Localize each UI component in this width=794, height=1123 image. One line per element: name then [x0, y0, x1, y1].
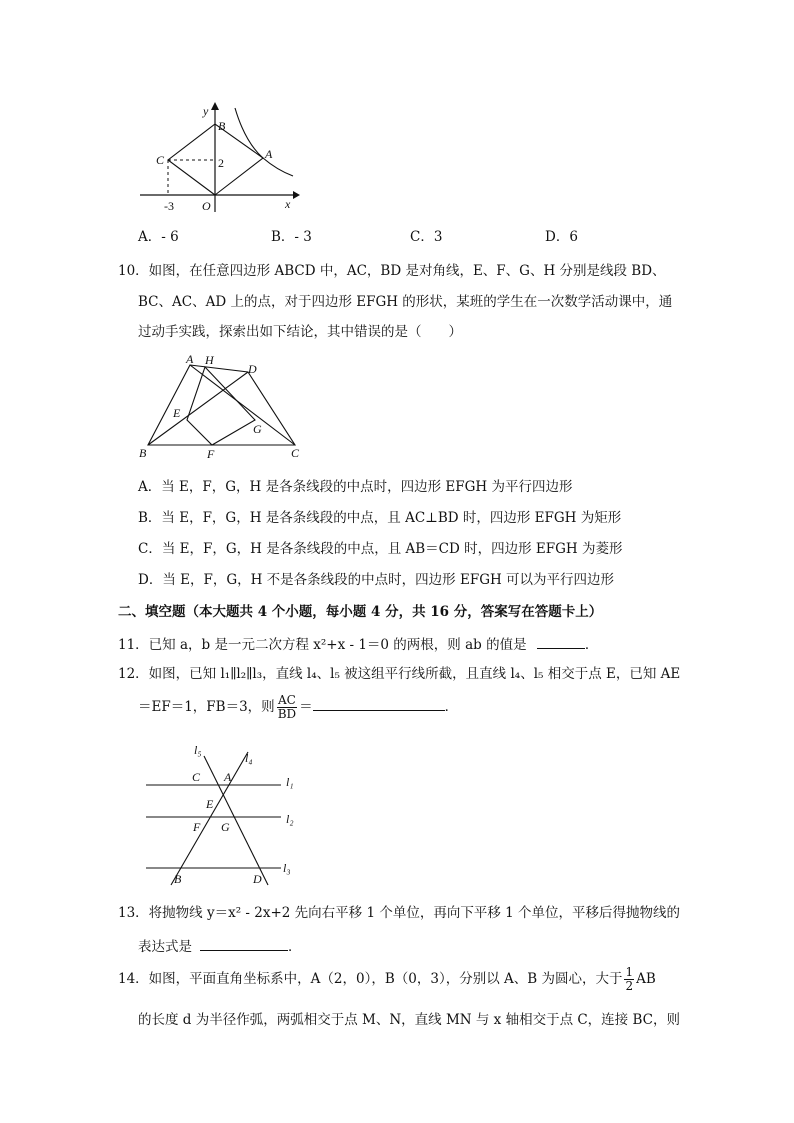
label-y: y	[203, 104, 209, 118]
q13-answer-blank[interactable]	[200, 936, 288, 951]
q9-option-c: C．3	[410, 229, 443, 245]
label-A: A	[186, 352, 194, 366]
frac-numerator: 1	[625, 965, 634, 979]
q12-line2-pre: ＝EF＝1，FB＝3，则	[138, 699, 275, 715]
label-G: G	[253, 422, 262, 436]
line-l5	[204, 756, 268, 885]
label-C: C	[192, 770, 201, 784]
label-B: B	[139, 446, 147, 460]
q9-option-a: A．- 6	[138, 229, 179, 245]
diagonal-bd	[148, 372, 248, 445]
q10-stem-line2: BC、AC、AD 上的点，对于四边形 EFGH 的形状，某班的学生在一次数学活动课中，通	[138, 294, 673, 310]
y-axis-arrow	[211, 102, 219, 110]
label-D: D	[248, 362, 257, 376]
label-E: E	[173, 406, 181, 420]
diagonal-ac	[190, 365, 295, 445]
x-axis-arrow	[293, 191, 300, 199]
hyperbola-curve	[235, 108, 293, 176]
label-C: C	[156, 153, 165, 167]
label-E: E	[206, 797, 214, 811]
label-F: F	[207, 447, 215, 461]
q10-stem-line3: 过动手实践，探索出如下结论，其中错误的是（ ）	[138, 324, 462, 340]
label-x: x	[285, 197, 291, 211]
q12-eq: ＝	[299, 699, 313, 715]
q14-line1	[118, 966, 656, 993]
frac-numerator: AC	[277, 693, 296, 707]
label-C: C	[291, 446, 300, 460]
line-l4	[171, 752, 248, 885]
quad-efgh	[187, 367, 255, 445]
q9-option-d: D．6	[545, 229, 578, 245]
q9-option-b: B．- 3	[271, 229, 312, 245]
q11-text: 11．已知 a，b 是一元二次方程 x²+x - 1＝0 的两根，则 ab 的值是	[118, 637, 527, 653]
q14-line2: 的长度 d 为半径作弧，两弧相交于点 M、N，直线 MN 与 x 轴相交于点 C，连接 BC，则	[138, 1012, 680, 1028]
q10-option-a: A．当 E，F，G，H 是各条线段的中点时，四边形 EFGH 为平行四边形	[138, 479, 573, 495]
q12-end: ．	[444, 699, 459, 715]
q10-option-c: C．当 E，F，G，H 是各条线段的中点，且 AB＝CD 时，四边形 EFGH 为菱形	[138, 541, 623, 557]
q12-fraction	[277, 694, 297, 721]
label-B: B	[174, 872, 182, 886]
q12-line1: 12．如图，已知 l₁∥l₂∥l₃，直线 l₄、l₅ 被这组平行线所截，且直线 l₄、l₅ 相交于点 E，已知 AE	[118, 666, 681, 682]
label-l3: l₃	[283, 861, 291, 875]
frac-denominator: 2	[625, 979, 634, 993]
q13-line1: 13．将抛物线 y＝x² - 2x+2 先向右平移 1 个单位，再向下平移 1 个单位，平移后得抛物线的	[118, 905, 681, 921]
q10-stem-line1: 10．如图，在任意四边形 ABCD 中，AC，BD 是对角线，E、F、G、H 分别是线段 BD、	[118, 263, 666, 279]
q11	[118, 634, 598, 654]
label-O: O	[202, 199, 211, 213]
q12-line2	[138, 694, 458, 721]
label-l2: l₂	[286, 812, 294, 826]
q13-end: ．	[288, 939, 302, 955]
frac-denominator: BD	[277, 707, 297, 721]
label-l4: l₄	[245, 751, 253, 765]
label-F: F	[193, 820, 201, 834]
label-G: G	[221, 820, 230, 834]
label-H: H	[205, 353, 214, 367]
q11-answer-blank[interactable]	[537, 634, 585, 649]
label-A: A	[224, 770, 232, 784]
label-neg3: -3	[164, 199, 174, 213]
q12-figure	[138, 740, 303, 888]
label-2: 2	[218, 156, 224, 170]
quad-abcd	[148, 365, 295, 445]
label-l5: l₅	[194, 743, 202, 757]
q12-answer-blank[interactable]	[313, 696, 445, 711]
q14-line1-pre: 14．如图，平面直角坐标系中，A（2，0），B（0，3），分别以 A、B 为圆心，大于	[118, 971, 623, 987]
q10-option-d: D．当 E，F，G，H 不是各条线段的中点时，四边形 EFGH 可以为平行四边形	[138, 572, 615, 588]
q10-figure	[135, 350, 310, 465]
section-2-heading: 二、填空题（本大题共 4 个小题，每小题 4 分，共 16 分，答案写在答题卡上）	[118, 604, 603, 620]
q13-line2	[138, 936, 302, 956]
label-A: A	[265, 147, 273, 161]
q9-figure	[135, 100, 300, 215]
q10-option-b: B．当 E，F，G，H 是各条线段的中点，且 AC⊥BD 时，四边形 EFGH 为矩形	[138, 510, 622, 526]
label-l1: l₁	[286, 775, 294, 789]
label-B: B	[218, 119, 226, 133]
q11-end: ．	[584, 637, 599, 653]
q14-fraction	[624, 966, 634, 993]
label-D: D	[253, 872, 262, 886]
q13-line2-pre: 表达式是	[138, 939, 192, 955]
q14-line1-end: AB	[636, 971, 656, 987]
